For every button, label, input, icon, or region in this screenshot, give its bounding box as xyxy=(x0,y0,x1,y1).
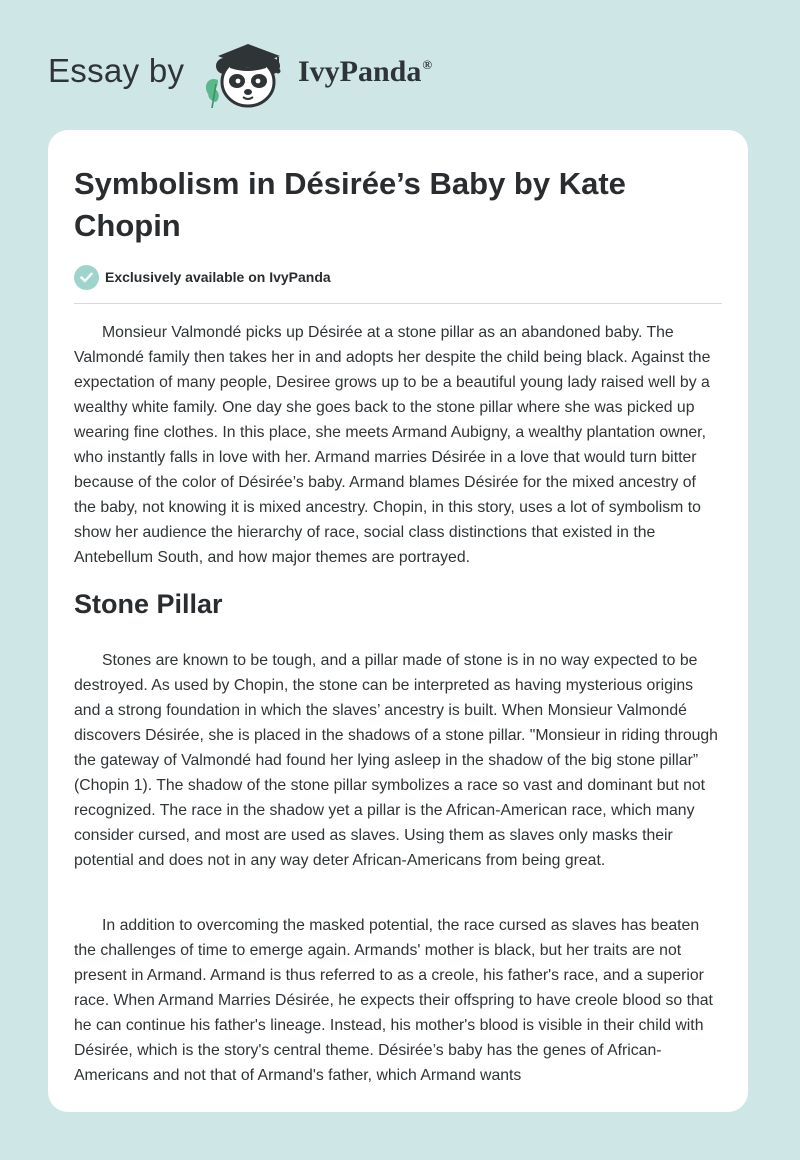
essay-card xyxy=(48,130,748,1112)
panda-graduate-icon[interactable] xyxy=(200,36,292,110)
paragraph-stone-pillar-1: Stones are known to be tough, and a pillar made of stone is in no way expected to be destroyed. As used by Chopin, the stone can be interpreted as having mysterious origins and a strong foundation in which the slaves’ ancestry is built. When Monsieur Valmondé discovers Désirée, she is placed in the shadows of a stone pillar. "Monsieur in riding through the gateway of Valmondé had found her lying asleep in the shadow of the big stone pillar” (Chopin 1). The shadow of the stone pillar symbolizes a race so vast and dominant but not recognized. The race in the shadow yet a pillar is the African-American race, which many consider cursed, and most are used as slaves. Using them as slaves only masks their potential and does not in any way deter African-Americans from being great. xyxy=(74,652,718,869)
brand-name[interactable]: IvyPanda® xyxy=(298,55,433,88)
exclusive-badge xyxy=(74,265,722,291)
site-header xyxy=(48,36,508,112)
essay-by-label: Essay by xyxy=(48,52,185,89)
divider xyxy=(74,303,722,304)
check-circle-icon xyxy=(74,265,99,290)
paragraph-intro: Monsieur Valmondé picks up Désirée at a stone pillar as an abandoned baby. The Valmondé family then takes her in and adopts her despite the child being black. Against the expectation of many people, Desiree grows up to be a beautiful young lady raised well by a wealthy white family. One day she goes back to the stone pillar where she was picked up wearing fine clothes. In this place, she meets Armand Aubigny, a wealthy plantation owner, who instantly falls in love with her. Armand marries Désirée in a love that would turn bitter because of the color of Désirée’s baby. Armand blames Désirée for the mixed ancestry of the baby, not knowing it is mixed ancestry. Chopin, in this story, uses a lot of symbolism to show her audience the hierarchy of race, social class distinctions that existed in the Antebellum South, and how major themes are portrayed. xyxy=(74,324,711,566)
essay-title: Symbolism in Désirée’s Baby by Kate Chopin xyxy=(74,166,626,243)
registered-mark: ® xyxy=(422,57,433,72)
section-heading: Stone Pillar xyxy=(74,589,223,619)
exclusive-label: Exclusively available on IvyPanda xyxy=(105,269,331,285)
paragraph-stone-pillar-2: In addition to overcoming the masked potential, the race cursed as slaves has beaten the challenges of time to emerge again. Armands' mother is black, but her traits are not present in Armand. Armand is thus referred to as a creole, his father's race, and a superior race. When Armand Marries Désirée, he expects their offspring to have creole blood so that he can continue his father's lineage. Instead, his mother's blood is visible in their child with Désirée, which is the story's central theme. Désirée’s baby has the genes of African-Americans and not that of Armand's father, which Armand wants xyxy=(74,917,713,1084)
